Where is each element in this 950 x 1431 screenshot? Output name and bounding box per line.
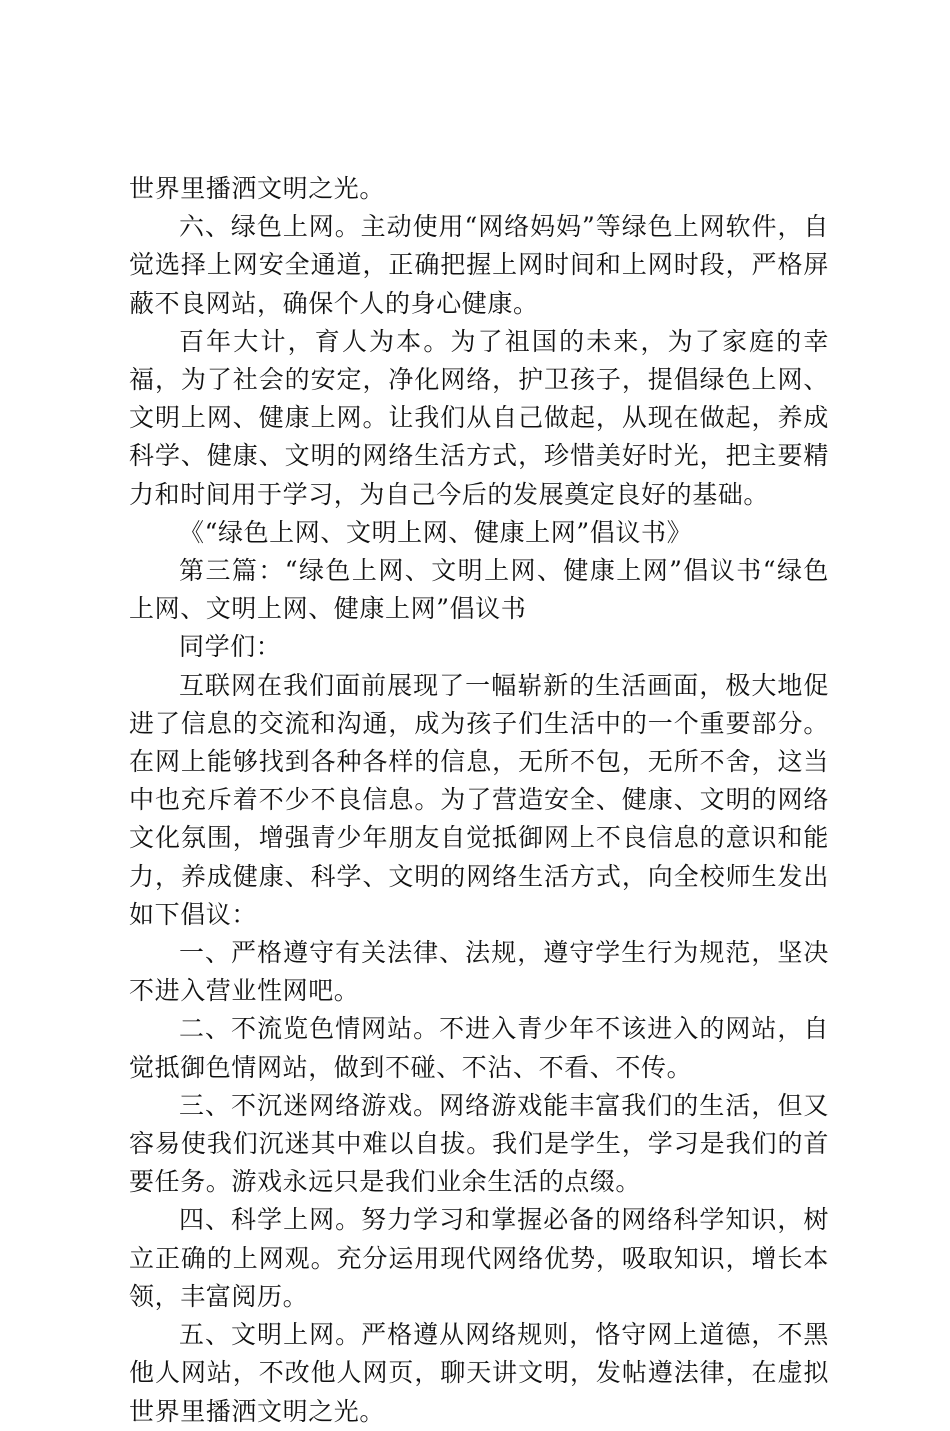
paragraph-book-title: 《“绿色上网、文明上网、健康上网”倡议书》	[179, 517, 693, 547]
paragraph-item-one: 一、严格遵守有关法律、法规，遵守学生行为规范，坚决不进入营业性网吧。	[129, 938, 829, 1006]
document-body	[129, 170, 829, 1431]
paragraph-item-two: 二、不流览色情网站。不进入青少年不该进入的网站，自觉抵御色情网站，做到不碰、不沾、不看、不传。	[129, 1014, 829, 1082]
paragraph-conclusion: 百年大计，育人为本。为了祖国的未来，为了家庭的幸福，为了社会的安定，净化网络，护卫孩子，提倡绿色上网、文明上网、健康上网。让我们从自己做起，从现在做起，养成科学、健康、文明的网络生活方式，珍惜美好时光，把主要精力和时间用于学习，为自己今后的发展奠定良好的基础。	[129, 326, 829, 509]
paragraph-item-five: 五、文明上网。严格遵从网络规则，恪守网上道德，不黑他人网站，不改他人网页，聊天讲文明，发帖遵法律，在虚拟世界里播洒文明之光。	[129, 1320, 829, 1426]
paragraph-item-four: 四、科学上网。努力学习和掌握必备的网络科学知识，树立正确的上网观。充分运用现代网络优势，吸取知识，增长本领，丰富阅历。	[129, 1205, 829, 1311]
paragraph-salutation: 同学们：	[179, 632, 282, 662]
paragraph-intro: 互联网在我们面前展现了一幅崭新的生活画面，极大地促进了信息的交流和沟通，成为孩子们生活中的一个重要部分。在网上能够找到各种各样的信息，无所不包，无所不舍，这当中也充斥着不少不良信息。为了营造安全、健康、文明的网络文化氛围，增强青少年朋友自觉抵御网上不良信息的意识和能力，养成健康、科学、文明的网络生活方式，向全校师生发出如下倡议：	[129, 670, 829, 929]
paragraph-section-heading: 第三篇：“绿色上网、文明上网、健康上网”倡议书“绿色上网、文明上网、健康上网”倡议书	[129, 556, 829, 624]
paragraph-continuation: 世界里播洒文明之光。	[129, 174, 386, 203]
paragraph-item-six: 六、绿色上网。主动使用“网络妈妈”等绿色上网软件，自觉选择上网安全通道，正确把握上网时间和上网时段，严格屏蔽不良网站，确保个人的身心健康。	[129, 212, 829, 318]
paragraph-item-three: 三、不沉迷网络游戏。网络游戏能丰富我们的生活，但又容易使我们沉迷其中难以自拔。我们是学生，学习是我们的首要任务。游戏永远只是我们业余生活的点缀。	[129, 1090, 829, 1197]
